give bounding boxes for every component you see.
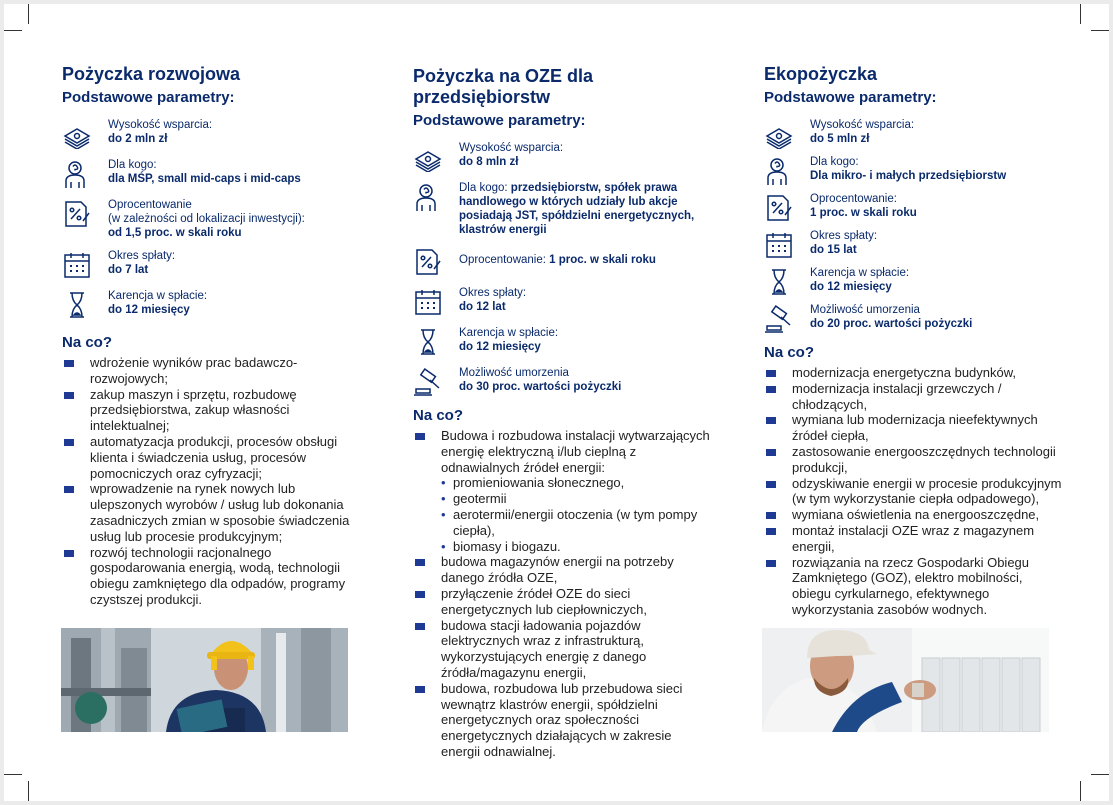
list-item: wprowadzenie na rynek nowych lub ulepszonych wyrobów / usług lub dokonania zasadniczych zmian w sposobie świadczenia usług lub procesie produkcyjnym; xyxy=(62,481,362,544)
param-amount xyxy=(764,118,1064,149)
list-item: zastosowanie energooszczędnych technologii produkcji, xyxy=(764,444,1064,476)
money-stack-icon xyxy=(62,119,92,149)
param-value: do 2 mln zł xyxy=(108,133,168,145)
param-grace xyxy=(62,289,362,320)
params-heading: Podstawowe parametry: xyxy=(413,112,586,129)
crop-mark xyxy=(28,781,29,801)
param-label: Okres spłaty: xyxy=(810,230,878,242)
param-label: Dla kogo: xyxy=(459,182,508,194)
param-target xyxy=(413,181,713,237)
param-value: do 20 proc. wartości pożyczki xyxy=(810,318,973,330)
list-item: wymiana oświetlenia na energooszczędne, xyxy=(764,507,1064,523)
param-interest xyxy=(764,192,1064,223)
percent-document-icon xyxy=(62,199,92,229)
param-label: Okres spłaty: xyxy=(459,287,527,299)
param-value: Dla mikro- i małych przedsiębiorstw xyxy=(810,170,1007,182)
person-question-icon xyxy=(764,156,794,186)
param-target xyxy=(764,155,1064,186)
percent-document-icon xyxy=(413,247,443,277)
person-question-icon xyxy=(62,159,92,189)
param-remission xyxy=(413,366,713,397)
list-item: automatyzacja produkcji, procesów obsługi klienta i świadczenia usług, procesów pomocniczych oraz cyfryzacji; xyxy=(62,434,362,481)
calendar-icon xyxy=(764,230,794,260)
param-value: dla MŚP, small mid-caps i mid-caps xyxy=(108,173,301,185)
param-label-note: (w zależności od lokalizacji inwestycji): xyxy=(108,213,305,225)
param-remission xyxy=(764,303,1064,334)
photo-radiator-worker xyxy=(762,628,1049,732)
param-label: Okres spłaty: xyxy=(108,250,176,262)
crop-mark xyxy=(1080,4,1081,24)
param-value: 1 proc. w skali roku xyxy=(549,254,656,266)
param-amount xyxy=(413,141,713,172)
list-item: rozwój technologii racjonalnego gospodarowania energią, wodą, technologii obiegu zamkniętego dla odpadów, programy czystszej produkcji. xyxy=(62,545,362,608)
param-label: Oprocentowanie: xyxy=(810,193,897,205)
param-value: do 5 mln zł xyxy=(810,133,870,145)
param-repayment xyxy=(413,286,713,317)
param-target xyxy=(62,158,362,189)
param-label: Karencja w spłacie: xyxy=(108,290,208,302)
param-interest xyxy=(62,198,362,240)
param-label: Możliwość umorzenia xyxy=(459,367,569,379)
param-value: od 1,5 proc. w skali roku xyxy=(108,227,242,239)
purpose-list xyxy=(413,428,713,760)
list-item: wymiana lub modernizacja nieefektywnych źródeł ciepła, xyxy=(764,412,1064,444)
crop-mark xyxy=(1091,774,1109,775)
calendar-icon xyxy=(62,250,92,280)
param-label: Dla kogo: xyxy=(108,159,157,171)
param-grace xyxy=(413,326,713,357)
param-label: Dla kogo: xyxy=(810,156,859,168)
param-label: Karencja w spłacie: xyxy=(810,267,910,279)
param-repayment xyxy=(62,249,362,280)
param-value: przedsiębiorstw, spółek prawa handlowego w których udziały lub akcje posiadają JST, spółdzielni energetycznych, klastrów energii xyxy=(459,182,695,236)
list-item: odzyskiwanie energii w procesie produkcyjnym (w tym wykorzystanie ciepła odpadowego), xyxy=(764,476,1064,508)
param-label: Oprocentowanie: xyxy=(459,254,546,266)
list-item: modernizacja instalacji grzewczych / chłodzących, xyxy=(764,381,1064,413)
param-grace xyxy=(764,266,1064,297)
list-item-text: Budowa i rozbudowa instalacji wytwarzających energię elektryczną i/lub cieplną z odnawialnych źródeł energii: xyxy=(441,428,710,475)
sub-list-item: • aerotermii/energii otoczenia (w tym pompy ciepła), xyxy=(441,507,713,539)
list-item: budowa stacji ładowania pojazdów elektrycznych wraz z infrastrukturą, wykorzystujących energię z danego źródła/magazynu energii, xyxy=(413,618,713,681)
money-stack-icon xyxy=(764,119,794,149)
param-label: Wysokość wsparcia: xyxy=(810,119,915,131)
param-value: do 12 miesięcy xyxy=(108,304,190,316)
column-pozyczka-oze xyxy=(413,66,713,760)
hourglass-icon xyxy=(413,327,443,357)
list-item: budowa magazynów energii na potrzeby danego źródła OZE, xyxy=(413,554,713,586)
list-item: wdrożenie wyników prac badawczo-rozwojowych; xyxy=(62,355,362,387)
sub-list-item: • biomasy i biogazu. xyxy=(441,539,713,555)
purpose-list xyxy=(62,355,362,608)
crop-mark xyxy=(28,4,29,24)
list-item: zakup maszyn i sprzętu, rozbudowę przedsiębiorstwa, zakup własności intelektualnej; xyxy=(62,387,362,434)
param-value: do 7 lat xyxy=(108,264,149,276)
sub-list-item: • geotermii xyxy=(441,491,713,507)
crop-mark xyxy=(4,774,22,775)
param-value: do 30 proc. wartości pożyczki xyxy=(459,381,622,393)
param-value: do 15 lat xyxy=(810,244,857,256)
purpose-list xyxy=(764,365,1064,618)
photo-engineer xyxy=(61,628,348,732)
list-item: budowa, rozbudowa lub przebudowa sieci wewnątrz klastrów energii, spółdzielni energetycznych oraz społeczności energetycznych działających w zakresie energii odnawialnej. xyxy=(413,681,713,760)
param-value: do 12 miesięcy xyxy=(810,281,892,293)
param-label: Możliwość umorzenia xyxy=(810,304,920,316)
param-value: 1 proc. w skali roku xyxy=(810,207,917,219)
list-item: rozwiązania na rzecz Gospodarki Obiegu Zamkniętego (GOZ), elektro mobilności, obiegu cyrkularnego, efektywnego wykorzystania zasobów wodnych. xyxy=(764,555,1064,618)
percent-document-icon xyxy=(764,193,794,223)
person-question-icon xyxy=(413,182,443,212)
calendar-icon xyxy=(413,287,443,317)
gavel-icon xyxy=(413,367,443,397)
crop-mark xyxy=(1091,30,1109,31)
na-co-heading: Na co? xyxy=(764,344,815,361)
brochure-page xyxy=(4,4,1109,801)
crop-mark xyxy=(4,30,22,31)
param-label: Karencja w spłacie: xyxy=(459,327,559,339)
sub-list-item: • promieniowania słonecznego, xyxy=(441,475,713,491)
column-title: Ekopożyczka xyxy=(764,64,878,84)
sub-list xyxy=(441,475,713,554)
param-label: Wysokość wsparcia: xyxy=(459,142,564,154)
params-heading: Podstawowe parametry: xyxy=(62,89,235,106)
column-pozyczka-rozwojowa xyxy=(62,64,362,608)
param-repayment xyxy=(764,229,1064,260)
param-interest xyxy=(413,246,713,277)
list-item xyxy=(413,428,713,554)
gavel-icon xyxy=(764,304,794,334)
param-value: do 12 lat xyxy=(459,301,506,313)
param-label: Oprocentowanie xyxy=(108,199,192,211)
param-value: do 12 miesięcy xyxy=(459,341,541,353)
crop-mark xyxy=(1080,781,1081,801)
na-co-heading: Na co? xyxy=(62,334,113,351)
param-value: do 8 mln zł xyxy=(459,156,519,168)
column-ekopozyczka xyxy=(764,64,1064,618)
list-item: montaż instalacji OZE wraz z magazynem energii, xyxy=(764,523,1064,555)
column-title: Pożyczka na OZE dla przedsiębiorstw xyxy=(413,66,594,107)
list-item: przyłączenie źródeł OZE do sieci energetycznych lub ciepłowniczych, xyxy=(413,586,713,618)
hourglass-icon xyxy=(62,290,92,320)
params-heading: Podstawowe parametry: xyxy=(764,89,937,106)
money-stack-icon xyxy=(413,142,443,172)
column-title: Pożyczka rozwojowa xyxy=(62,64,241,84)
param-amount xyxy=(62,118,362,149)
param-label: Wysokość wsparcia: xyxy=(108,119,213,131)
hourglass-icon xyxy=(764,267,794,297)
na-co-heading: Na co? xyxy=(413,407,464,424)
list-item: modernizacja energetyczna budynków, xyxy=(764,365,1064,381)
